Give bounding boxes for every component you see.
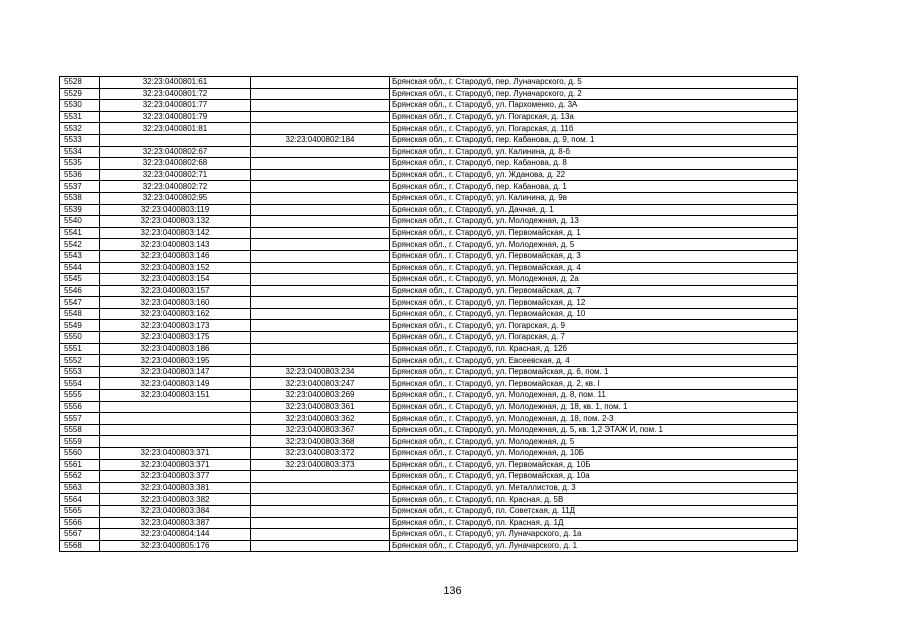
address-cell: Брянская обл., г. Стародуб, ул. Молодежная, д. 18, кв. 1, пом. 1 [390, 401, 798, 413]
table-row [60, 366, 798, 378]
row-number-cell: 5549 [60, 320, 100, 332]
row-number-cell: 5541 [60, 227, 100, 239]
table-row [60, 448, 798, 460]
premises-cadastral-number-cell: 32:23:0400802:184 [251, 134, 390, 146]
address-cell: Брянская обл., г. Стародуб, пер. Кабанова, д. 8 [390, 158, 798, 170]
premises-cadastral-number-cell: 32:23:0400803:247 [251, 378, 390, 390]
row-number-cell: 5564 [60, 494, 100, 506]
address-cell: Брянская обл., г. Стародуб, пл. Красная, д. 5В [390, 494, 798, 506]
row-number-cell: 5545 [60, 274, 100, 286]
premises-cadastral-number-cell [251, 540, 390, 552]
table-row [60, 204, 798, 216]
premises-cadastral-number-cell [251, 355, 390, 367]
table-row [60, 540, 798, 552]
premises-cadastral-number-cell [251, 320, 390, 332]
table-row [60, 494, 798, 506]
cadastral-number-cell [100, 424, 251, 436]
premises-cadastral-number-cell: 32:23:0400803:362 [251, 413, 390, 425]
cadastral-number-cell: 32:23:0400802:72 [100, 181, 251, 193]
premises-cadastral-number-cell [251, 169, 390, 181]
address-cell: Брянская обл., г. Стародуб, ул. Первомайская, д. 4 [390, 262, 798, 274]
table-row [60, 216, 798, 228]
row-number-cell: 5538 [60, 192, 100, 204]
premises-cadastral-number-cell [251, 262, 390, 274]
address-cell: Брянская обл., г. Стародуб, пер. Луначарского, д. 2 [390, 88, 798, 100]
premises-cadastral-number-cell [251, 158, 390, 170]
address-cell: Брянская обл., г. Стародуб, ул. Первомайская, д. 10а [390, 471, 798, 483]
row-number-cell: 5533 [60, 134, 100, 146]
premises-cadastral-number-cell [251, 343, 390, 355]
row-number-cell: 5567 [60, 529, 100, 541]
table-row [60, 123, 798, 135]
cadastral-number-cell: 32:23:0400803:160 [100, 297, 251, 309]
cadastral-number-cell: 32:23:0400801:77 [100, 100, 251, 112]
cadastral-number-cell: 32:23:0400803:195 [100, 355, 251, 367]
address-cell: Брянская обл., г. Стародуб, ул. Молодежная, д. 10Б [390, 448, 798, 460]
premises-cadastral-number-cell: 32:23:0400803:373 [251, 459, 390, 471]
table-row [60, 111, 798, 123]
table-row [60, 529, 798, 541]
cadastral-number-cell: 32:23:0400803:132 [100, 216, 251, 228]
address-cell: Брянская обл., г. Стародуб, ул. Первомайская, д. 2, кв. I [390, 378, 798, 390]
premises-cadastral-number-cell: 32:23:0400803:234 [251, 366, 390, 378]
address-cell: Брянская обл., г. Стародуб, ул. Первомайская, д. 3 [390, 250, 798, 262]
cadastral-number-cell: 32:23:0400803:152 [100, 262, 251, 274]
premises-cadastral-number-cell [251, 146, 390, 158]
cadastral-number-cell: 32:23:0400803:371 [100, 448, 251, 460]
table-row [60, 297, 798, 309]
address-cell: Брянская обл., г. Стародуб, ул. Молодежная, д. 2а [390, 274, 798, 286]
cadastral-number-cell: 32:23:0400801:72 [100, 88, 251, 100]
table-row [60, 227, 798, 239]
cadastral-number-cell: 32:23:0400801:61 [100, 77, 251, 89]
table-row [60, 505, 798, 517]
table-row [60, 239, 798, 251]
table-row [60, 250, 798, 262]
table-row [60, 482, 798, 494]
address-cell: Брянская обл., г. Стародуб, ул. Жданова, д. 22 [390, 169, 798, 181]
row-number-cell: 5555 [60, 390, 100, 402]
cadastral-number-cell: 32:23:0400803:154 [100, 274, 251, 286]
row-number-cell: 5563 [60, 482, 100, 494]
address-cell: Брянская обл., г. Стародуб, ул. Луначарского, д. 1а [390, 529, 798, 541]
premises-cadastral-number-cell [251, 494, 390, 506]
table-row [60, 77, 798, 89]
table-row [60, 181, 798, 193]
premises-cadastral-number-cell: 32:23:0400803:367 [251, 424, 390, 436]
premises-cadastral-number-cell: 32:23:0400803:372 [251, 448, 390, 460]
address-cell: Брянская обл., г. Стародуб, пл. Советская, д. 11Д [390, 505, 798, 517]
address-cell: Брянская обл., г. Стародуб, пер. Луначарского, д. 5 [390, 77, 798, 89]
table-row [60, 169, 798, 181]
row-number-cell: 5561 [60, 459, 100, 471]
cadastral-number-cell: 32:23:0400803:146 [100, 250, 251, 262]
address-cell: Брянская обл., г. Стародуб, пер. Кабанова, д. 1 [390, 181, 798, 193]
premises-cadastral-number-cell [251, 227, 390, 239]
row-number-cell: 5537 [60, 181, 100, 193]
premises-cadastral-number-cell [251, 239, 390, 251]
cadastral-number-cell: 32:23:0400803:142 [100, 227, 251, 239]
address-cell: Брянская обл., г. Стародуб, ул. Пархоменко, д. 3А [390, 100, 798, 112]
row-number-cell: 5534 [60, 146, 100, 158]
address-cell: Брянская обл., г. Стародуб, ул. Молодежная, д. 13 [390, 216, 798, 228]
premises-cadastral-number-cell [251, 216, 390, 228]
table-row [60, 355, 798, 367]
cadastral-number-cell: 32:23:0400803:381 [100, 482, 251, 494]
cadastral-number-cell: 32:23:0400803:143 [100, 239, 251, 251]
row-number-cell: 5554 [60, 378, 100, 390]
address-cell: Брянская обл., г. Стародуб, ул. Первомайская, д. 12 [390, 297, 798, 309]
cadastral-number-cell: 32:23:0400803:382 [100, 494, 251, 506]
row-number-cell: 5535 [60, 158, 100, 170]
table-row [60, 320, 798, 332]
cadastral-number-cell: 32:23:0400803:186 [100, 343, 251, 355]
row-number-cell: 5568 [60, 540, 100, 552]
cadastral-number-cell: 32:23:0400804:144 [100, 529, 251, 541]
cadastral-number-cell: 32:23:0400803:384 [100, 505, 251, 517]
row-number-cell: 5542 [60, 239, 100, 251]
table-row [60, 100, 798, 112]
address-cell: Брянская обл., г. Стародуб, ул. Молодежная, д. 5 [390, 436, 798, 448]
cadastral-number-cell: 32:23:0400802:71 [100, 169, 251, 181]
table-row [60, 134, 798, 146]
table-row [60, 471, 798, 483]
address-cell: Брянская обл., г. Стародуб, ул. Первомайская, д. 6, пом. 1 [390, 366, 798, 378]
row-number-cell: 5556 [60, 401, 100, 413]
row-number-cell: 5540 [60, 216, 100, 228]
table-row [60, 343, 798, 355]
address-cell: Брянская обл., г. Стародуб, ул. Первомайская, д. 10Б [390, 459, 798, 471]
row-number-cell: 5544 [60, 262, 100, 274]
premises-cadastral-number-cell [251, 192, 390, 204]
address-cell: Брянская обл., г. Стародуб, ул. Металлистов, д. 3 [390, 482, 798, 494]
page-number: 136 [443, 585, 462, 597]
table-row [60, 158, 798, 170]
premises-cadastral-number-cell [251, 204, 390, 216]
premises-cadastral-number-cell: 32:23:0400803:269 [251, 390, 390, 402]
premises-cadastral-number-cell [251, 308, 390, 320]
property-table [59, 76, 798, 552]
cadastral-number-cell: 32:23:0400803:173 [100, 320, 251, 332]
cadastral-number-cell: 32:23:0400803:149 [100, 378, 251, 390]
cadastral-number-cell: 32:23:0400805:176 [100, 540, 251, 552]
premises-cadastral-number-cell [251, 88, 390, 100]
cadastral-number-cell [100, 134, 251, 146]
premises-cadastral-number-cell [251, 285, 390, 297]
premises-cadastral-number-cell [251, 77, 390, 89]
cadastral-number-cell: 32:23:0400802:68 [100, 158, 251, 170]
address-cell: Брянская обл., г. Стародуб, ул. Молодежная, д. 18, пом. 2-3 [390, 413, 798, 425]
address-cell: Брянская обл., г. Стародуб, ул. Погарская, д. 9 [390, 320, 798, 332]
premises-cadastral-number-cell [251, 529, 390, 541]
row-number-cell: 5539 [60, 204, 100, 216]
row-number-cell: 5550 [60, 332, 100, 344]
row-number-cell: 5565 [60, 505, 100, 517]
row-number-cell: 5529 [60, 88, 100, 100]
row-number-cell: 5543 [60, 250, 100, 262]
row-number-cell: 5557 [60, 413, 100, 425]
address-cell: Брянская обл., г. Стародуб, пл. Красная, д. 1Д [390, 517, 798, 529]
address-cell: Брянская обл., г. Стародуб, ул. Молодежная, д. 5, кв. 1,2 ЭТАЖ И, пом. 1 [390, 424, 798, 436]
address-cell: Брянская обл., г. Стародуб, ул. Первомайская, д. 1 [390, 227, 798, 239]
address-cell: Брянская обл., г. Стародуб, ул. Дачная, д. 1 [390, 204, 798, 216]
cadastral-number-cell: 32:23:0400802:67 [100, 146, 251, 158]
row-number-cell: 5532 [60, 123, 100, 135]
address-cell: Брянская обл., г. Стародуб, ул. Молодежная, д. 8, пом. 11 [390, 390, 798, 402]
premises-cadastral-number-cell [251, 250, 390, 262]
cadastral-number-cell [100, 401, 251, 413]
premises-cadastral-number-cell [251, 100, 390, 112]
premises-cadastral-number-cell [251, 332, 390, 344]
address-cell: Брянская обл., г. Стародуб, ул. Калинина, д. 8-б [390, 146, 798, 158]
cadastral-number-cell [100, 413, 251, 425]
row-number-cell: 5546 [60, 285, 100, 297]
cadastral-number-cell: 32:23:0400801:79 [100, 111, 251, 123]
premises-cadastral-number-cell [251, 482, 390, 494]
cadastral-number-cell: 32:23:0400801:81 [100, 123, 251, 135]
premises-cadastral-number-cell [251, 111, 390, 123]
address-cell: Брянская обл., г. Стародуб, ул. Луначарского, д. 1 [390, 540, 798, 552]
table-row [60, 517, 798, 529]
table-row [60, 308, 798, 320]
cadastral-number-cell: 32:23:0400803:151 [100, 390, 251, 402]
address-cell: Брянская обл., г. Стародуб, пл. Красная, д. 12б [390, 343, 798, 355]
row-number-cell: 5528 [60, 77, 100, 89]
cadastral-number-cell: 32:23:0400803:119 [100, 204, 251, 216]
premises-cadastral-number-cell [251, 517, 390, 529]
row-number-cell: 5536 [60, 169, 100, 181]
cadastral-number-cell: 32:23:0400803:387 [100, 517, 251, 529]
row-number-cell: 5547 [60, 297, 100, 309]
table-row [60, 285, 798, 297]
row-number-cell: 5553 [60, 366, 100, 378]
premises-cadastral-number-cell: 32:23:0400803:361 [251, 401, 390, 413]
table-row [60, 413, 798, 425]
table-row [60, 274, 798, 286]
cadastral-number-cell: 32:23:0400802:95 [100, 192, 251, 204]
row-number-cell: 5530 [60, 100, 100, 112]
address-cell: Брянская обл., г. Стародуб, ул. Погарская, д. 13а [390, 111, 798, 123]
row-number-cell: 5559 [60, 436, 100, 448]
address-cell: Брянская обл., г. Стародуб, ул. Молодежная, д. 5 [390, 239, 798, 251]
cadastral-number-cell: 32:23:0400803:371 [100, 459, 251, 471]
table-row [60, 262, 798, 274]
address-cell: Брянская обл., г. Стародуб, ул. Калинина, д. 9в [390, 192, 798, 204]
cadastral-number-cell: 32:23:0400803:377 [100, 471, 251, 483]
row-number-cell: 5551 [60, 343, 100, 355]
address-cell: Брянская обл., г. Стародуб, ул. Погарская, д. 11б [390, 123, 798, 135]
table-row [60, 459, 798, 471]
address-cell: Брянская обл., г. Стародуб, ул. Погарская, д. 7 [390, 332, 798, 344]
table-row [60, 390, 798, 402]
row-number-cell: 5548 [60, 308, 100, 320]
row-number-cell: 5552 [60, 355, 100, 367]
cadastral-number-cell: 32:23:0400803:175 [100, 332, 251, 344]
premises-cadastral-number-cell [251, 181, 390, 193]
address-cell: Брянская обл., г. Стародуб, ул. Евсеевская, д. 4 [390, 355, 798, 367]
address-cell: Брянская обл., г. Стародуб, ул. Первомайская, д. 10 [390, 308, 798, 320]
row-number-cell: 5560 [60, 448, 100, 460]
row-number-cell: 5562 [60, 471, 100, 483]
table-row [60, 146, 798, 158]
address-cell: Брянская обл., г. Стародуб, пер. Кабанова, д. 9, пом. 1 [390, 134, 798, 146]
table-row [60, 378, 798, 390]
row-number-cell: 5558 [60, 424, 100, 436]
premises-cadastral-number-cell [251, 505, 390, 517]
address-cell: Брянская обл., г. Стародуб, ул. Первомайская, д. 7 [390, 285, 798, 297]
table-row [60, 424, 798, 436]
premises-cadastral-number-cell: 32:23:0400803:368 [251, 436, 390, 448]
table-row [60, 436, 798, 448]
premises-cadastral-number-cell [251, 471, 390, 483]
premises-cadastral-number-cell [251, 123, 390, 135]
row-number-cell: 5566 [60, 517, 100, 529]
table-row [60, 192, 798, 204]
cadastral-number-cell [100, 436, 251, 448]
premises-cadastral-number-cell [251, 274, 390, 286]
cadastral-number-cell: 32:23:0400803:162 [100, 308, 251, 320]
cadastral-number-cell: 32:23:0400803:147 [100, 366, 251, 378]
row-number-cell: 5531 [60, 111, 100, 123]
table-row [60, 332, 798, 344]
table-row [60, 88, 798, 100]
cadastral-number-cell: 32:23:0400803:157 [100, 285, 251, 297]
premises-cadastral-number-cell [251, 297, 390, 309]
table-row [60, 401, 798, 413]
property-table-body [60, 77, 798, 552]
